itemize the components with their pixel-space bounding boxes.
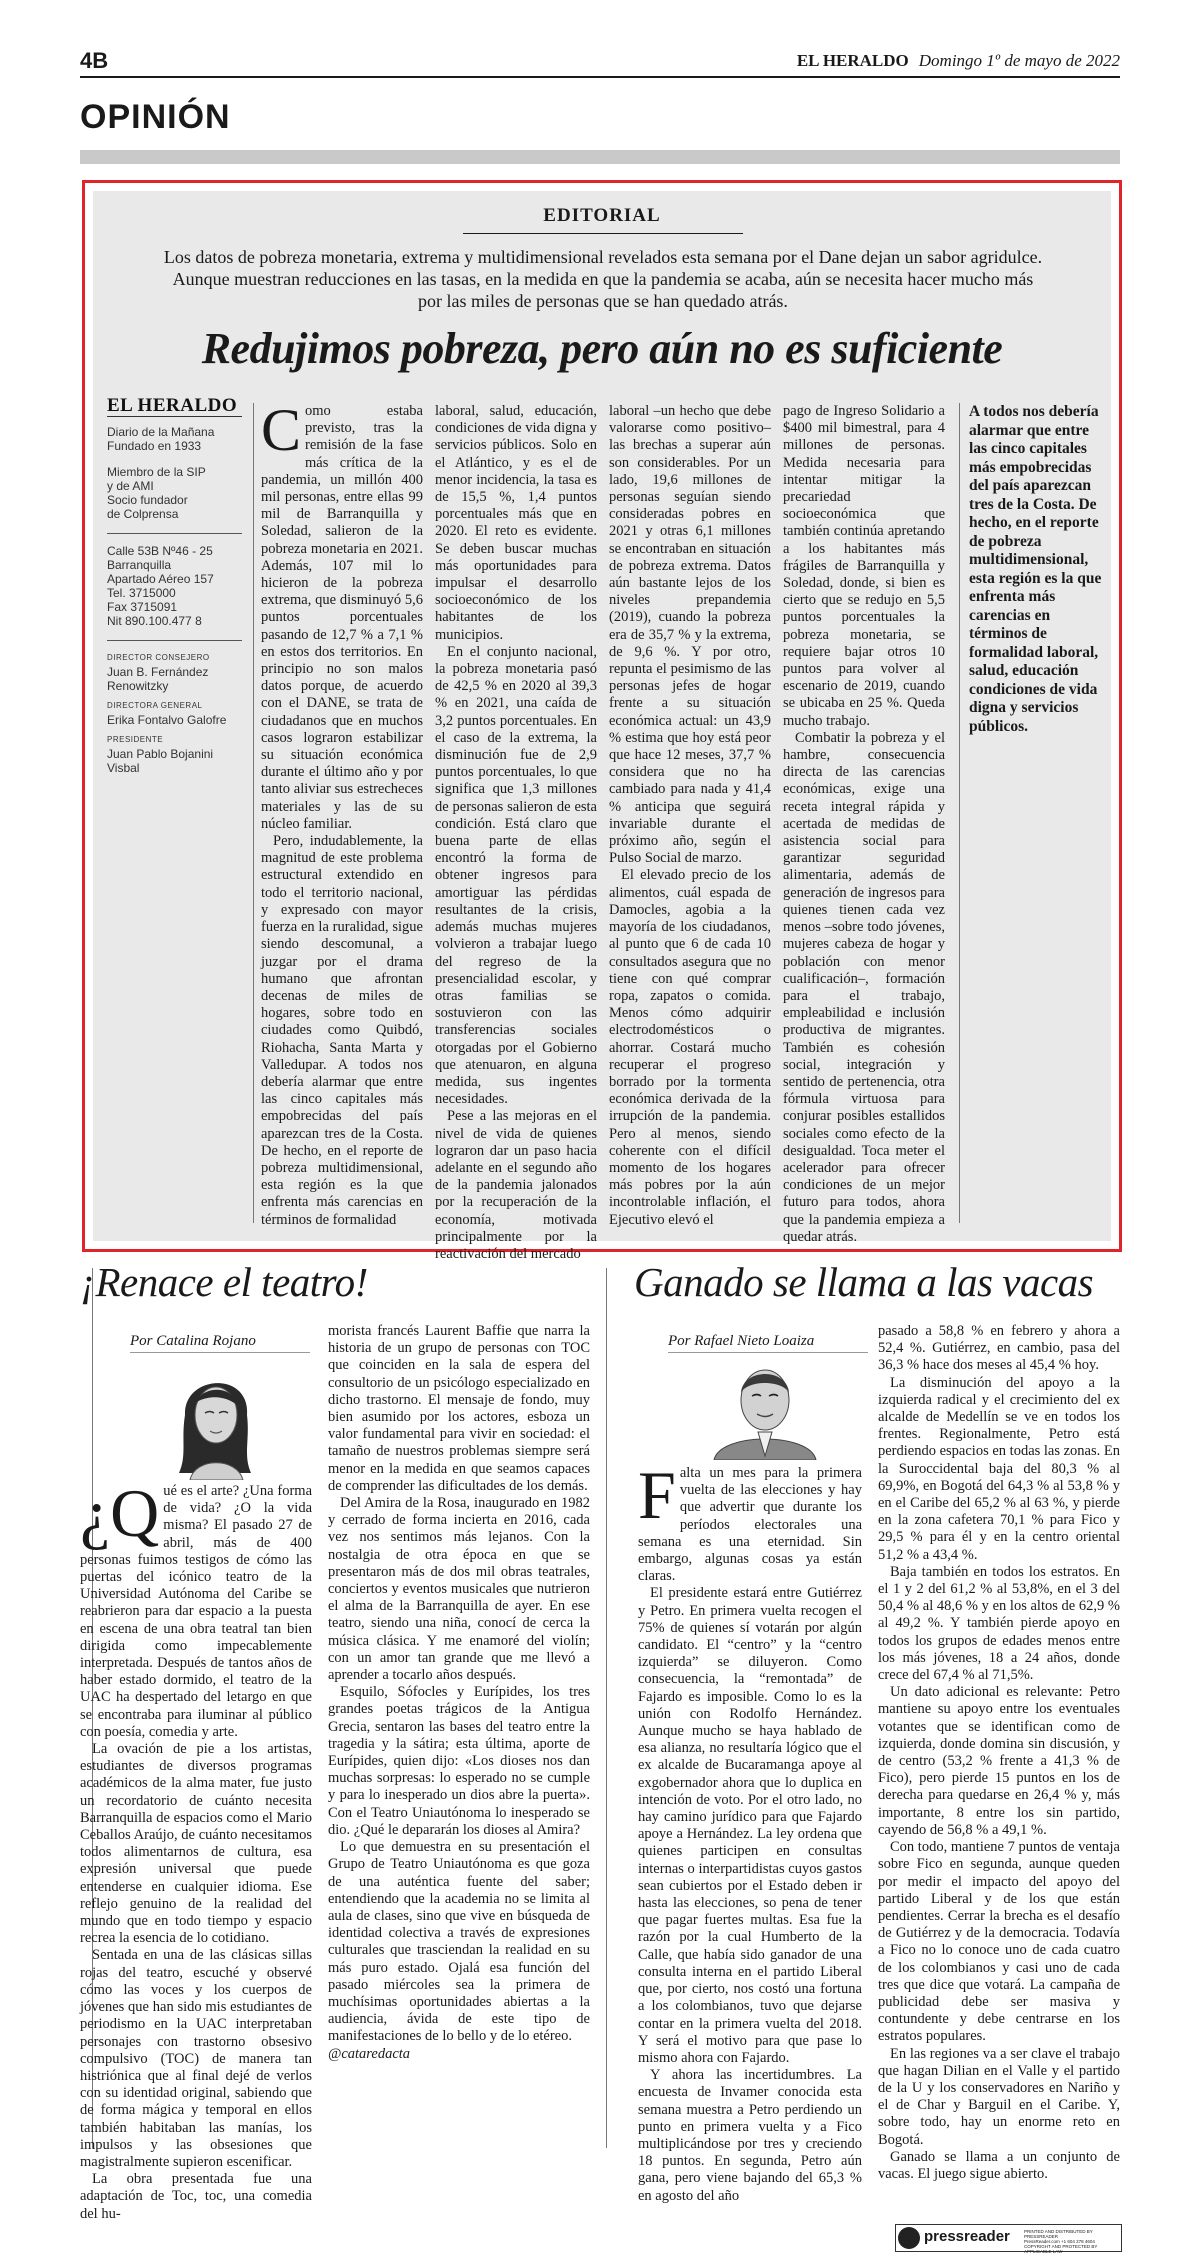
pull-quote: A todos nos debería alarmar que entre las cinco capitales más empobrecidas del país aparezcan tres de la Costa. De hecho, en el reporte de pobreza multidimensional, esta región es la que enfrenta más carencias en términos de formalidad laboral, salud, educación condiciones de vida digna y servicios públicos.	[969, 403, 1102, 735]
editorial-frame	[82, 180, 1122, 1262]
credits-line: Barranquilla	[107, 558, 172, 572]
paragraph: Lo que demuestra en su presentación el Grupo de Teatro Uniautónoma es que goza de una auténtica fuente del saber; entendiendo que la academia no se limita al aula de clases, sino que vive en búsqueda de identidad colectiva a través de expresiones culturales que trasciendan la realidad en su más puro estado. Ojalá esa función del pasado miércoles sea la primera de muchísimas oportunidades abiertas a la audiencia, ávida de este tipo de manifestaciones de lo bello y de lo etéreo.	[328, 1839, 590, 2045]
paragraph-text: ué es el arte? ¿Una forma de vida? ¿O la vida misma? El pasado 27 de abril, más de 400 personas fuimos testigos de cómo las puertas del icónico teatro de la Universidad Autónoma del Caribe se reabrieron para dar espacio a la puesta en escena de una obra teatral tan bien dirigida como impecablemente interpretada. Después de tantos años de haber estado dormido, el teatro de la UAC ha despertado del letargo en que se encontraba para iluminar al público con poesía, comedia y arte.	[80, 1483, 312, 1740]
paragraph-text: alta un mes para la primera vuelta de las elecciones y hay que advertir que durante los períodos electorales una semana es una eternidad. Sin embargo, algunas cosas ya están claras.	[638, 1465, 862, 1585]
credits-line: y de AMI	[107, 479, 154, 493]
credits-line: Diario de la Mañana	[107, 425, 215, 439]
credits-line: Nit 890.100.477 8	[107, 614, 202, 628]
paragraph: Combatir la pobreza y el hambre, consecuencia directa de las carencias económicas, exige una receta integral rápida y acertada de medidas de asistencia social para garantizar seguridad alimentaria, además de generación de ingresos para quienes tienen cada vez menos –sobre todo jóvenes, mujeres cabeza de hogar y población con menor cualificación–, formación para el trabajo, empleabilidad e inclusión productiva de migrantes. También es cohesión social, integración y sentido de pertenencia, otra fórmula virtuosa para conjurar posibles estallidos sociales como efecto de la desigualdad. Toca meter el acelerador para ofrecer condiciones de un mejor futuro para todos, ahora que la pandemia empieza a quedar atrás.	[783, 729, 945, 1245]
credits-line: Calle 53B Nº46 - 25	[107, 544, 213, 558]
paragraph	[80, 1475, 312, 1741]
editorial-column-2	[435, 403, 597, 1263]
paragraph	[261, 397, 423, 833]
staff-name: Juan Pablo Bojanini Visbal	[107, 747, 214, 775]
paragraph: morista francés Laurent Baffie que narra la historia de un grupo de personas con TOC que coinciden en la sala de espera del consultorio de un psicólogo especializado en dicho trastorno. El mensaje de fondo, muy bien asumido por los actores, esboza un valor fundamental para vivir en sociedad: el tamaño de nuestros problemas siempre será menor en la medida en que seamos capaces de comprender las dificultades de los demás.	[328, 1323, 590, 1494]
columnist-portrait-catalina	[155, 1355, 275, 1480]
page-number: 4B	[80, 48, 109, 73]
credits-rule	[107, 533, 242, 534]
paragraph: laboral –un hecho que debe valorarse como positivo– las brechas a superar aún son considerables. Por un lado, 19,6 millones de personas seguían siendo consideradas pobres en 2021 y otras 6,1 millones se encontraban en situación de pobreza extrema. Datos aún bastante lejos de los niveles prepandemia (2019), cuando la pobreza era de 35,7 % y la extrema, de 9,6 %. Y por otro, repunta el pesimismo de las personas jefes de hogar frente a su situación económica actual: un 43,9 % estima que hoy está peor que hace 12 meses, 37,7 % considera que no ha cambiado para nada y 41,4 % anticipa que seguirá invariable durante el próximo año, según el Pulso Social de marzo.	[609, 403, 771, 867]
editorial-column-1	[261, 397, 423, 1229]
credits-line: Apartado Aéreo 157	[107, 572, 214, 586]
pressreader-legal	[1024, 2229, 1119, 2254]
staff-role: DIRECTORA GENERAL	[107, 701, 203, 710]
editorial-column-4	[783, 403, 945, 1246]
editorial-label: EDITORIAL	[543, 205, 661, 226]
paragraph: En las regiones va a ser clave el trabajo que hagan Dilian en el Valle y el partido de la U y los conservadores en Nariño y el de Char y Barguil en el Caribe. Y, sobre todo, hay un enorme reto en Bogotá.	[878, 2045, 1120, 2148]
article-left-column-1	[80, 1475, 312, 2223]
byline-rule	[668, 1352, 868, 1353]
staff-credits	[107, 395, 242, 775]
staff-role: PRESIDENTE	[107, 735, 164, 744]
credits-line: Fax 3715091	[107, 600, 178, 614]
paragraph: laboral, salud, educación, condiciones de vida digna y servicios públicos. Solo en el Atlántico, y es el de menor incidencia, la tasa es de 15,5 %, 1,4 puntos porcentuales más que en 2020. El reto es evidente. Se deben buscar muchas más oportunidades para impulsar el desarrollo socioeconómico de los habitantes de los municipios.	[435, 403, 597, 643]
article-left-byline: Por Catalina Rojano	[130, 1333, 256, 1349]
paragraph: La disminución del apoyo a la izquierda radical y el crecimiento del ex alcalde de Medellín se ve en todos los frentes. Regionalmente, Petro está perdiendo espacios en todas las zonas. En la Suroccidental baja del 80,3 % al 69,9%, en Bogotá del 64,3 % al 53,8 % y en el Caribe del 65,2 % al 63 %, y pierde en la zona cafetera 70,1 % para Fico y 29,5 % para él y en la centro oriental 51,2 % a 43,4 %.	[878, 1374, 1120, 1563]
issue-date: Domingo 1º de mayo de 2022	[918, 51, 1120, 70]
paragraph: La ovación de pie a los artistas, estudiantes de diversos programas académicos de la alma mater, fue justo un recordatorio de cuánto necesita Barranquilla de espacios como el Mario Ceballos Araújo, de cuánto necesitamos todos alimentarnos de cultura, esa expresión universal que puede entenderse en cualquier idioma. Ese reflejo genuino de la realidad del mundo que en todo tiempo y espacio recrea la esencia de lo cotidiano.	[80, 1741, 312, 1947]
pressreader-icon	[898, 2227, 920, 2249]
paragraph: Baja también en todos los estratos. En el 1 y 2 del 61,2 % al 53,8%, en el 3 del 50,4 % al 48,6 % y en los altos de 62,9 % al 49,2 %. Y también pierde apoyo en todos los grupos de edades menos entre los más jóvenes, 18 a 24 años, donde crece del 67,4 % al 71,5%.	[878, 1563, 1120, 1684]
drop-cap: ¿Q	[80, 1475, 160, 1551]
article-right-byline: Por Rafael Nieto Loaiza	[668, 1333, 815, 1349]
article-left-headline: ¡Renace el teatro!	[80, 1259, 368, 1305]
paragraph: Un dato adicional es relevante: Petro mantiene su apoyo entre los eventuales votantes que se identifican como de izquierda, donde domina sin discusión, y de centro (53,2 % frente a 41,3 % de Fico), pero pierde 15 puntos en los de derecha para quedarse en 26,4 % y, más importante, 8 entre los sin partido, cayendo de 56,8 % a 49,1 %.	[878, 1684, 1120, 1838]
pressreader-wordmark: pressreader	[924, 2228, 1010, 2245]
credits-rule	[107, 640, 242, 641]
staff-role: DIRECTOR CONSEJERO	[107, 653, 210, 662]
header-rule	[80, 76, 1120, 78]
legal-line: PressReader.com +1 604 278 4604	[1024, 2239, 1095, 2244]
editorial-panel	[93, 191, 1111, 1262]
paragraph: Sentada en una de las clásicas sillas rojas del teatro, escuché y observé cómo las voces y los cuerpos de jóvenes que han sido mis estudiantes de periodismo en la UAC interpretaban personajes con trastorno obsesivo compulsivo (TOC) de manera tan histriónica que al final dejé de verlos con su identidad original, sabiendo que de forma mágica y temporal en ellos también habitaban las manías, los impulsos y las obsesiones que magistralmente supieron escenificar.	[80, 1947, 312, 2170]
credits-line: Miembro de la SIP	[107, 465, 206, 479]
paragraph: Y ahora las incertidumbres. La encuesta de Invamer conocida esta semana muestra a Petro perdiendo un punto en primera vuelta y a Fico multiplicándose por tres y creciendo 18 puntos. En segunda, Petro aún gana, pero viene bajando del 65,3 % en agosto del año	[638, 2067, 862, 2204]
paragraph: Con todo, mantiene 7 puntos de ventaja sobre Fico en segunda, aunque queden por medir el impacto del apoyo del partido Liberal y de los que están pendientes. Cerrar la brecha es el desafío de Gutiérrez y de la democracia. Todavía a Fico no lo conoce uno de cada cuatro de los colombianos y casi uno de cada tres que dice que votará. La campaña de publicidad debe ser masiva y contundente y debe centrarse en los estratos populares.	[878, 1839, 1120, 2045]
byline-rule	[130, 1352, 310, 1353]
article-left-column-2	[328, 1323, 590, 2063]
masthead	[797, 51, 1120, 71]
paragraph: En el conjunto nacional, la pobreza monetaria pasó de 42,5 % en 2020 al 39,3 % en 2021, una caída de 3,2 puntos porcentuales. En el caso de la extrema, la disminución fue de 2,9 puntos porcentuales, lo que significa que 1,3 millones de personas salieron de esta condición. Está claro que buena parte de ellas encontró la forma de obtener ingresos para amortiguar las pérdidas resultantes de la crisis, además muchas mujeres volvieron a trabajar luego del regreso de la presencialidad escolar, y otras familias se sostuvieron con las transferencias sociales otorgadas por el Gobierno que atenuaron, en alguna medida, sus ingentes necesidades.	[435, 643, 597, 1108]
legal-line: COPYRIGHT AND PROTECTED BY APPLICABLE LAW	[1024, 2244, 1098, 2254]
credits-line: Tel. 3715000	[107, 586, 176, 600]
editorial-lead: Los datos de pobreza monetaria, extrema y multidimensional revelados esta semana por el Dane dejan un sabor agridulce. Aunque muestran reducciones en las tasas, en la medida en que la pandemia se acaba, aún se necesita hacer mucho más por las miles de personas que se han quedado atrás.	[163, 247, 1043, 311]
column-divider	[959, 403, 960, 1223]
paragraph: pago de Ingreso Solidario a $400 mil bimestral, para 4 millones de personas. Medida necesaria para intentar mitigar la precariedad socioeconómica que también continúa apretando a los habitantes más frágiles de Barranquilla y Soledad, donde, si bien es cierto que se redujo en 5,5 puntos porcentuales la pobreza monetaria, se requiere bajar otros 10 puntos para volver al escenario de 2019, cuando se ubicaba en 25 %. Queda mucho trabajo.	[783, 403, 945, 729]
newspaper-name: EL HERALDO	[796, 51, 909, 70]
article-right-headline: Ganado se llama a las vacas	[634, 1259, 1094, 1305]
credits-contact	[107, 544, 242, 628]
paragraph: El elevado precio de los alimentos, cuál espada de Damocles, agobia a la mayoría de los ciudadanos, al punto que 6 de cada 10 consultados asegura que no tiene con qué comprar ropa, zapatos o comida. Menos cómo adquirir electrodomésticos o ahorrar. Costará mucho recuperar el progreso borrado por la tormenta económica derivada de la irrupción de la pandemia. Pero al menos, siendo coherente con el difícil momento de los hogares más pobres por la aún incontrolable inflación, el Ejecutivo elevó el	[609, 867, 771, 1228]
paragraph: Pero, indudablemente, la magnitud de este problema estructural extendido en todo el territorio nacional, y expresado con mayor fuerza en la ruralidad, sigue siendo descomunal, a juzgar por el drama humano que afrontan decenas de miles de hogares, sobre todo en ciudades como Quibdó, Riohacha, Santa Marta y Valledupar. A todos nos debería alarmar que entre las cinco capitales más empobrecidas del país aparezcan tres de la Costa. De hecho, en el reporte de pobreza multidimensional, esta región es la que enfrenta más carencias en términos de formalidad	[261, 833, 423, 1228]
drop-cap: C	[261, 397, 302, 463]
credits-founding	[107, 425, 242, 453]
newspaper-logo: EL HERALDO	[107, 399, 242, 417]
columnist-portrait-rafael	[700, 1356, 830, 1460]
paragraph: La obra presentada fue una adaptación de Toc, toc, una comedia del hu-	[80, 2171, 312, 2222]
paragraph-text: omo estaba previsto, tras la remisión de la fase más crítica de la pandemia, un millón 400 mil personas, entre ellas 99 mil de Barranquilla y Soledad, salieron de la pobreza monetaria en 2021. Además, 107 mil lo hicieron de la pobreza extrema, que disminuyó 5,6 puntos porcentuales pasando de 12,7 % a 7,1 % en estos dos territorios. En principio no son malos datos porque, de acuerdo con el DANE, se trata de ciudadanos que en muchos casos lograron estabilizar su situación económica durante el último año y por tanto aliviar sus estrecheces materiales y las de su núcleo familiar.	[261, 403, 423, 832]
credits-membership	[107, 465, 242, 521]
drop-cap: F	[638, 1457, 676, 1533]
credits-line: de Colprensa	[107, 507, 179, 521]
column-divider	[253, 403, 254, 1223]
legal-line: PRINTED AND DISTRIBUTED BY PRESSREADER	[1024, 2229, 1093, 2239]
paragraph: pasado a 58,8 % en febrero y ahora a 52,4 %. Gutiérrez, en cambio, pasa del 36,3 % hace dos meses al 45,4 % hoy.	[878, 1323, 1120, 1374]
section-title: OPINIÓN	[80, 98, 231, 136]
article-right-column-2	[878, 1323, 1120, 2183]
credits-line: Socio fundador	[107, 493, 188, 507]
paragraph: Pese a las mejoras en el nivel de vida de quienes lograron dar un paso hacia adelante en el segundo año de la pandemia jalonados por la recuperación de la economía, motivada principalmente por la reactivación del mercado	[435, 1108, 597, 1262]
section-band	[80, 150, 1120, 164]
paragraph: El presidente estará entre Gutiérrez y Petro. En primera vuelta recogen el 75% de quienes sí votarán por algún candidato. El “centro” y la “centro izquierda” se diluyeron. Como consecuencia, la “remontada” de Fajardo es imposible. Como lo es la unión con Rodolfo Hernández. Aunque mucho se haya hablado de esa alianza, no resultaría lógico que el ex alcalde de Bucaramanga apoye al exgobernador ahora que lo duplica en intención de voto. Por el otro lado, no hay camino jurídico para que Fajardo apoye a Hernández. La ley ordena que quienes participen en consultas internas o interpartidistas cuyos gastos sean cubiertos por el Estado deben ir hasta las elecciones, so pena de tener que pagar fuertes multas. Esa fue la razón por la cual Humberto de la Calle, que había sido ganador de una consulta interna en el partido Liberal que, por cierto, nos costó una fortuna a los colombianos, tuvo que dejarse contar en la primera vuelta del 2018. Y será el motivo para que pase lo mismo ahora con Fajardo.	[638, 1585, 862, 2066]
credits-line: Fundado en 1933	[107, 439, 202, 453]
paragraph: Esquilo, Sófocles y Eurípides, los tres grandes poetas trágicos de la Antigua Grecia, sentaron las bases del teatro entre la tragedia y la sátira; esta última, aporte de Eurípides, quien dijo: «Los dioses nos dan muchas sorpresas: lo esperado no se cumple y para lo inesperado un dios abre la puerta». Con el Teatro Uniautónoma lo inesperado se dio. ¿Qué le depararán los dioses al Amira?	[328, 1684, 590, 1838]
article-divider	[606, 1268, 607, 2148]
author-handle: @cataredacta	[328, 2045, 411, 2062]
staff-name: Erika Fontalvo Galofre	[107, 713, 227, 727]
paragraph: Del Amira de la Rosa, inaugurado en 1982 y cerrado de forma incierta en 2016, cada vez nos sentimos más lejanos. Con la nostalgia de otra época en que se presentaron más de dos mil obras teatrales, conciertos y eventos musicales que nutrieron el alma de la Barranquilla de ayer. En ese teatro, siendo una niña, conocí de cerca la música clásica. Y me enamoré del violín; con un amor tan grande que me llevó a aprender a tocarlo años después.	[328, 1495, 590, 1684]
pressreader-badge	[895, 2224, 1122, 2252]
editorial-column-3	[609, 403, 771, 1229]
page-header	[80, 48, 1120, 74]
paragraph	[638, 1457, 862, 1585]
article-right-column-1	[638, 1457, 862, 2205]
editorial-label-rule	[463, 233, 743, 234]
editorial-headline: Redujimos pobreza, pero aún no es suficiente	[201, 324, 1003, 373]
paragraph: Ganado se llama a un conjunto de vacas. El juego sigue abierto.	[878, 2148, 1120, 2182]
staff-name: Juan B. Fernández Renowitzky	[107, 665, 209, 693]
